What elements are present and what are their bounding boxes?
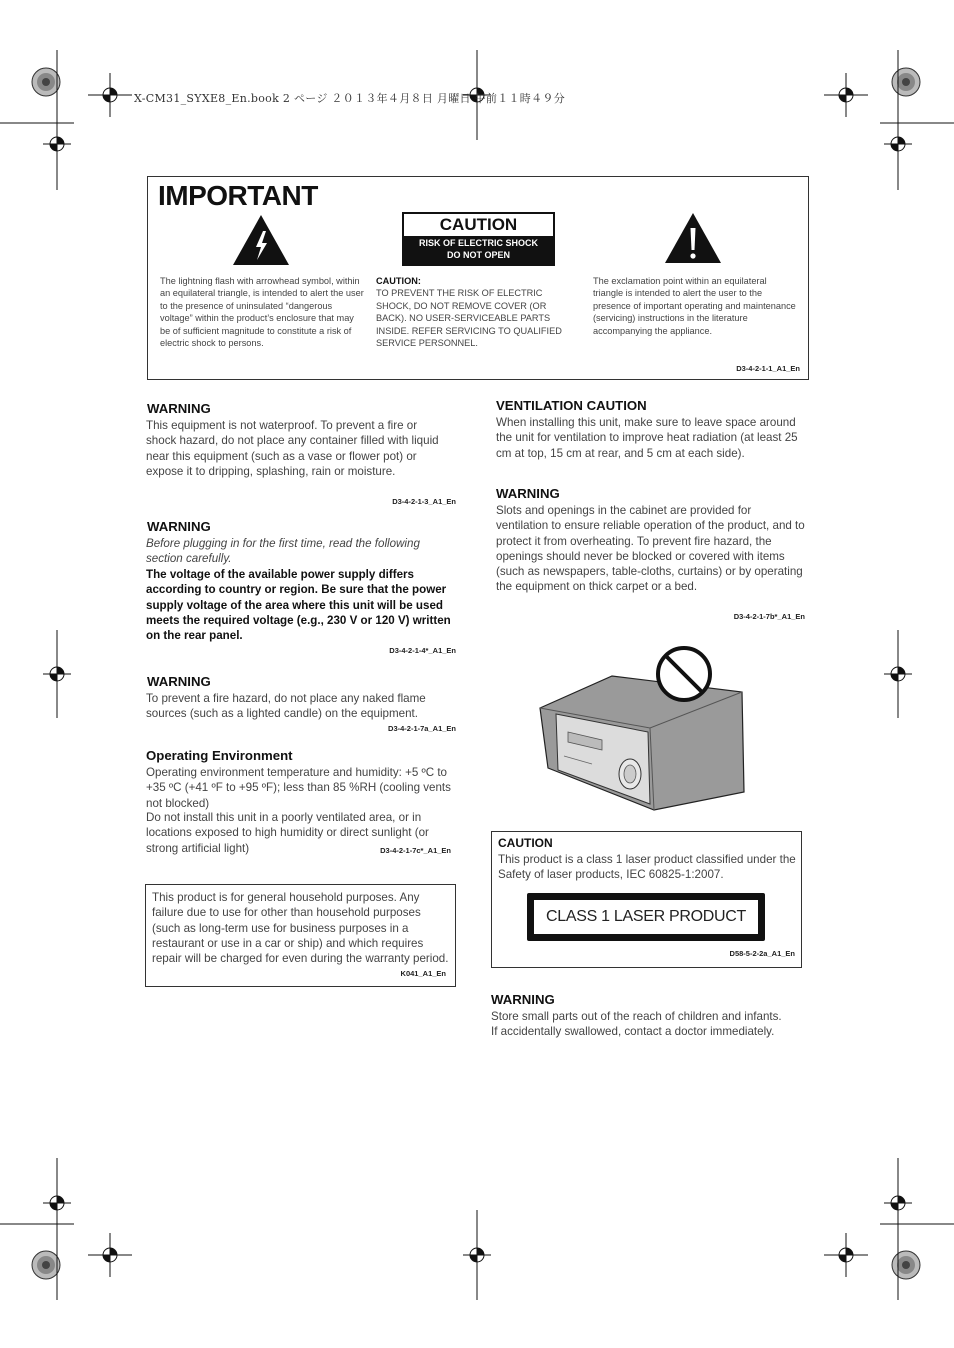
operating-environment-text2: Do not install this unit in a poorly ventilated area, or in locations exposed to high humidity or direct sunlight (or strong artificial light) bbox=[146, 811, 429, 855]
lightning-triangle-icon bbox=[232, 214, 290, 271]
household-notice-text: This product is for general household purposes. Any failure due to use for other than household purposes (such as long-term use for business purposes in a restaurant or use in a car or ship) and which requires repair will be charged for even during the warranty period. bbox=[152, 891, 449, 966]
operating-environment-code: D3-4-2-1-7c*_A1_En bbox=[380, 846, 451, 855]
warning-waterproof-text: This equipment is not waterproof. To prevent a fire or shock hazard, do not place any container filled with liquid near this equipment (such as a vase or flower pot) or expose it to dripping, splashing, rain or moisture. bbox=[146, 419, 439, 478]
household-notice-code: K041_A1_En bbox=[400, 969, 446, 978]
warning-voltage-text: The voltage of the available power supply differs according to country or region. Be sure that the power supply voltage of the area where this unit will be used meets the required voltage (e.g., 230 V or 120 V) written on the rear panel. bbox=[146, 568, 451, 643]
laser-caution-text: This product is a class 1 laser product classified under the Safety of laser products, IEC 60825-1:2007. bbox=[498, 853, 796, 882]
warning-waterproof-code: D3-4-2-1-3_A1_En bbox=[392, 497, 456, 506]
warning-ventilation-heading: WARNING bbox=[496, 486, 560, 501]
warning-small-parts-heading: WARNING bbox=[491, 992, 555, 1007]
warning-ventilation-text: Slots and openings in the cabinet are provided for ventilation to ensure reliable operation of the product, and to protect it from overheating. To prevent fire hazard, the openings should never be blocked or covered with items (such as newspapers, table-cloths, curtains) or by operating the equipment on thick carpet or a bed. bbox=[496, 504, 805, 594]
caution-label-line2: DO NOT OPEN bbox=[446, 249, 510, 260]
warning-voltage-intro: Before plugging in for the first time, read the following section carefully. bbox=[146, 537, 420, 566]
lightning-description: The lightning flash with arrowhead symbol, within an equilateral triangle, is intended to alert the user to the presence of uninsulated “dangerous voltage” within the product’s enclosure that may be of sufficient magnitude to constitute a risk of electric shock to persons. bbox=[160, 276, 364, 349]
important-code: D3-4-2-1-1_A1_En bbox=[736, 364, 800, 373]
laser-caution-code: D58-5-2-2a_A1_En bbox=[729, 949, 795, 958]
warning-flame-heading: WARNING bbox=[147, 674, 211, 689]
caution-label-line1: RISK OF ELECTRIC SHOCK bbox=[418, 238, 538, 248]
warning-flame-code: D3-4-2-1-7a_A1_En bbox=[388, 724, 456, 733]
caution-label-subtitle bbox=[404, 236, 553, 264]
exclamation-triangle-icon bbox=[664, 212, 722, 269]
warning-voltage-code: D3-4-2-1-4*_A1_En bbox=[389, 646, 456, 655]
book-header-line: X-CM31_SYXE8_En.book 2 ページ ２０１３年４月８日 月曜日 午前１１時４９分 bbox=[134, 92, 566, 105]
caution-description-heading: CAUTION: bbox=[376, 276, 421, 286]
caution-label bbox=[402, 212, 555, 266]
warning-small-parts-text: Store small parts out of the reach of children and infants. If accidentally swallowed, contact a doctor immediately. bbox=[491, 1010, 782, 1039]
warning-voltage-heading: WARNING bbox=[147, 519, 211, 534]
operating-environment-heading: Operating Environment bbox=[146, 748, 293, 763]
laser-caution-heading: CAUTION bbox=[498, 836, 553, 850]
caution-label-title: CAUTION bbox=[439, 215, 518, 234]
warning-ventilation-code: D3-4-2-1-7b*_A1_En bbox=[733, 612, 805, 621]
ventilation-caution-heading: VENTILATION CAUTION bbox=[496, 398, 647, 413]
caution-description-text: TO PREVENT THE RISK OF ELECTRIC SHOCK, DO NOT REMOVE COVER (OR BACK). NO USER-SERVICEABLE PARTS INSIDE. REFER SERVICING TO QUALIFIED SERVICE PERSONNEL. bbox=[376, 288, 562, 349]
operating-environment-text1: Operating environment temperature and humidity: +5 ºC to +35 ºC (+41 ºF to +95 ºF); less than 85 %RH (cooling vents not blocked) bbox=[146, 766, 451, 810]
exclamation-description: The exclamation point within an equilateral triangle is intended to alert the user to the presence of important operating and maintenance (servicing) instructions in the literature accompanying the appliance. bbox=[593, 276, 796, 336]
ventilation-caution-text: When installing this unit, make sure to leave space around the unit for ventilation to improve heat radiation (at least 25 cm at top, 15 cm at rear, and 5 cm at each side). bbox=[496, 416, 798, 460]
warning-flame-text: To prevent a fire hazard, do not place any naked flame sources (such as a lighted candle) on the equipment. bbox=[146, 692, 426, 721]
warning-waterproof-heading: WARNING bbox=[147, 401, 211, 416]
covered-unit-illustration bbox=[532, 636, 760, 821]
class1-laser-label: CLASS 1 LASER PRODUCT bbox=[534, 900, 758, 934]
important-title: IMPORTANT bbox=[158, 180, 318, 211]
caution-description bbox=[376, 275, 576, 349]
